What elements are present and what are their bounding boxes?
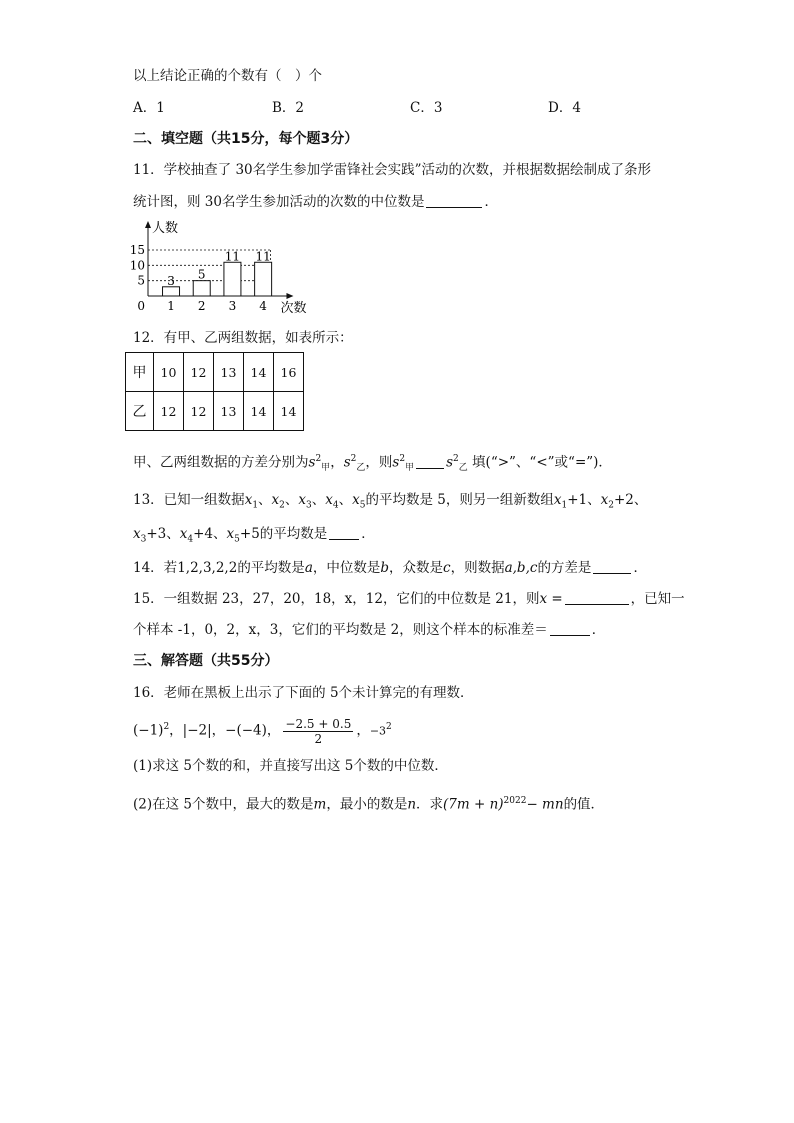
var-x: x [325,492,333,508]
q16-text-c: ．求 [416,796,444,813]
sep-1: ， [169,722,183,739]
q12-text-then: ，则 [365,454,393,471]
separator: 、 [633,492,648,508]
option-b: B．2 [272,100,305,116]
sub-yi: 乙 [356,463,366,474]
q12-text-a: 甲、乙两组数据的方差分别为 [133,454,309,471]
q13-text-a: 13．已知一组数据 [133,492,245,508]
x-tick-label: 2 [197,299,206,313]
bar [193,281,210,296]
y-axis-arrow [145,221,151,228]
q16-expressions [133,712,392,747]
s-yi-symbol: s [343,454,351,471]
table-cell: 13 [214,392,244,431]
var-x: x [352,492,360,508]
q12-intro: 12．有甲、乙两组数据，如表所示： [133,330,353,346]
var-x-sub: 5 [234,534,240,545]
row-label: 甲 [126,353,154,392]
q14-answer-blank [593,559,631,574]
q14-text-b: 的平均数是 [237,560,305,576]
q11-end: ． [484,194,498,210]
sep-3: ， [266,722,281,739]
q11-answer-blank [426,193,482,208]
fraction-numerator: −2.5 + 0.5 [285,716,352,731]
sq-sup: 2 [315,454,322,464]
var-x-sub: 3 [140,534,147,545]
sep-4: ， [356,722,370,739]
x-axis-arrow [286,293,293,299]
q15-answer-blank-1 [565,590,629,605]
expr-7m-n: (7m + n) [443,796,504,813]
var-x: x [298,492,307,508]
y-tick-label: 5 [137,273,145,288]
expr-neg3-exp: 2 [386,722,392,732]
q15-line-2 [133,620,605,640]
table-cell: 13 [214,353,244,392]
separator: 、 [587,492,601,508]
x-tick-label: 4 [259,299,267,313]
var-n: n [407,796,417,813]
sub-jia-2: 甲 [405,463,415,474]
table-cell: 14 [274,392,304,431]
q13-line-2 [133,524,375,550]
bar [163,287,180,296]
q15-line-1 [133,589,685,609]
var-x-sub: 4 [332,500,339,511]
var-m: m [313,796,327,813]
q14-text-e: ，则数据 [450,560,505,576]
x-tick-label: 3 [228,299,237,313]
comma: ， [330,454,344,471]
term-offset: +1 [567,492,588,508]
origin-label: 0 [137,299,145,313]
table-row [126,392,304,431]
x-tick-label: 1 [167,299,175,313]
term-offset: +3 [146,526,167,542]
expr-neg-neg4: −(−4) [225,722,267,739]
q16-part-1: (1)求这 5个数的和，并直接写出这 5个数的中位数． [133,758,448,774]
expr-exp: 2022 [503,796,527,806]
q15-answer-blank-2 [550,621,590,636]
var-x-sub: 3 [306,500,312,511]
var-x-sub: 1 [561,500,568,511]
table-cell: 12 [184,392,214,431]
q12-variance-line [133,449,612,478]
q15-text-a: 15．一组数据 23，27，20，18，x，12，它们的中位数是 21，则 [133,591,540,607]
sq-sup-4: 2 [453,454,459,464]
section-3-title: 三、解答题（共55分） [133,653,279,669]
q15-text-c: 个样本 -1，0，2，x，3，它们的平均数是 2，则这个样本的标准差＝ [133,622,548,638]
bar [224,262,241,296]
row-label: 乙 [126,392,154,431]
var-x: x [244,492,253,508]
bar-data-label: 11 [255,249,271,264]
q14-text-c: ，中位数是 [312,560,381,576]
var-a: a [304,560,313,576]
q14-text-a: 14．若 [133,560,178,576]
s-yi-symbol-2: s [446,454,453,471]
option-d: D．4 [548,100,581,116]
q14-text-d: ，众数是 [389,560,444,576]
sq-sup-2: 2 [350,454,357,464]
q11-line-1: 11．学校抽查了 30名学生参加学雷锋社会实践”活动的次数，并根据数据绘制成了条形 [133,162,652,178]
q13-end: ． [361,526,375,542]
q15-end: ． [591,622,606,638]
q13-answer-blank [329,525,359,540]
term-offset: +4 [193,526,214,542]
var-x-sub: 4 [187,534,194,545]
table-cell: 14 [244,353,274,392]
option-c: C．3 [410,100,443,116]
q16-intro: 16．老师在黑板上出示了下面的 5个未计算完的有理数． [133,685,474,701]
expr-minus-mn: − mn [526,796,564,813]
q10-question-tail: 以上结论正确的个数有（ ）个 [133,68,322,84]
q11-line-2 [133,192,498,212]
table-cell: 10 [154,353,184,392]
term-offset: +2 [614,492,634,508]
bar-data-label: 11 [224,249,241,264]
q10-options [133,98,613,118]
separator: 、 [338,492,353,508]
separator: 、 [258,492,272,508]
var-x: x [226,526,235,542]
table-row [126,353,304,392]
section-2-title: 二、填空题（共15分，每个题3分） [133,131,359,147]
var-x: x [271,492,280,508]
s-jia-symbol: s [308,454,316,471]
q11-text: 统计图，则 30名学生参加活动的次数的中位数是 [133,194,425,210]
q12-fill-hint: 填(“>”、“<”或“=”)． [472,454,612,471]
expr-fraction [283,717,353,746]
bar-data-label: 5 [197,267,206,282]
s-jia-symbol-2: s [392,454,400,471]
q12-answer-blank [416,454,444,469]
var-x-sub: 2 [608,500,614,511]
expr-neg1-exp: 2 [163,722,170,732]
y-axis-label: 人数 [152,221,179,236]
term-offset: +5 [239,526,260,542]
var-x: x [553,492,562,508]
q13-text-c: 的平均数是 [259,526,328,542]
q15-x-eq: x = [539,591,563,607]
separator: 、 [166,526,180,542]
sub-jia: 甲 [321,463,331,474]
var-c: c [443,560,451,576]
var-x: x [179,526,188,542]
q14-text-f: 的方差是 [537,560,592,576]
q12-data-table [125,352,304,431]
var-b: b [380,560,390,576]
q16-text-d: 的值． [563,796,605,813]
sub-yi-2: 乙 [458,463,468,474]
sq-sup-3: 2 [399,454,406,464]
q16-text-a: (2)在这 5个数中，最大的数是 [133,796,314,813]
q14-data: 1,2,3,2,2 [177,560,238,576]
var-x: x [133,526,141,542]
var-x-sub: 1 [252,500,259,511]
bar [255,262,272,296]
q15-text-b: ，已知一 [630,591,685,607]
q14-end: ． [633,560,647,576]
table-cell: 16 [274,353,304,392]
y-tick-label: 10 [129,258,145,273]
bar-chart [128,218,328,318]
var-x-sub: 2 [279,500,285,511]
q13-line-1 [133,490,647,516]
option-a: A．1 [133,100,165,116]
separator: 、 [213,526,227,542]
table-cell: 12 [154,392,184,431]
separator: 、 [311,492,326,508]
var-x-sub: 5 [359,500,366,511]
table-cell: 12 [184,353,214,392]
expr-abs: |−2| [182,722,212,739]
x-axis-label: 次数 [280,301,307,316]
expr-neg1: (−1) [133,722,164,739]
table-cell: 14 [244,392,274,431]
q13-text-b: 的平均数是 5，则另一组新数组 [365,492,554,508]
q16-text-b: ，最小的数是 [326,796,408,813]
var-x: x [600,492,609,508]
q14-line [133,558,647,578]
q16-part-2 [133,791,604,815]
expr-neg3: −3 [369,724,387,738]
y-tick-label: 15 [129,243,145,257]
bar-data-label: 3 [167,273,175,288]
vars-abc: a,b,c [504,560,538,576]
sep-2: ， [211,722,226,739]
fraction-denominator: 2 [314,731,323,746]
separator: 、 [284,492,299,508]
